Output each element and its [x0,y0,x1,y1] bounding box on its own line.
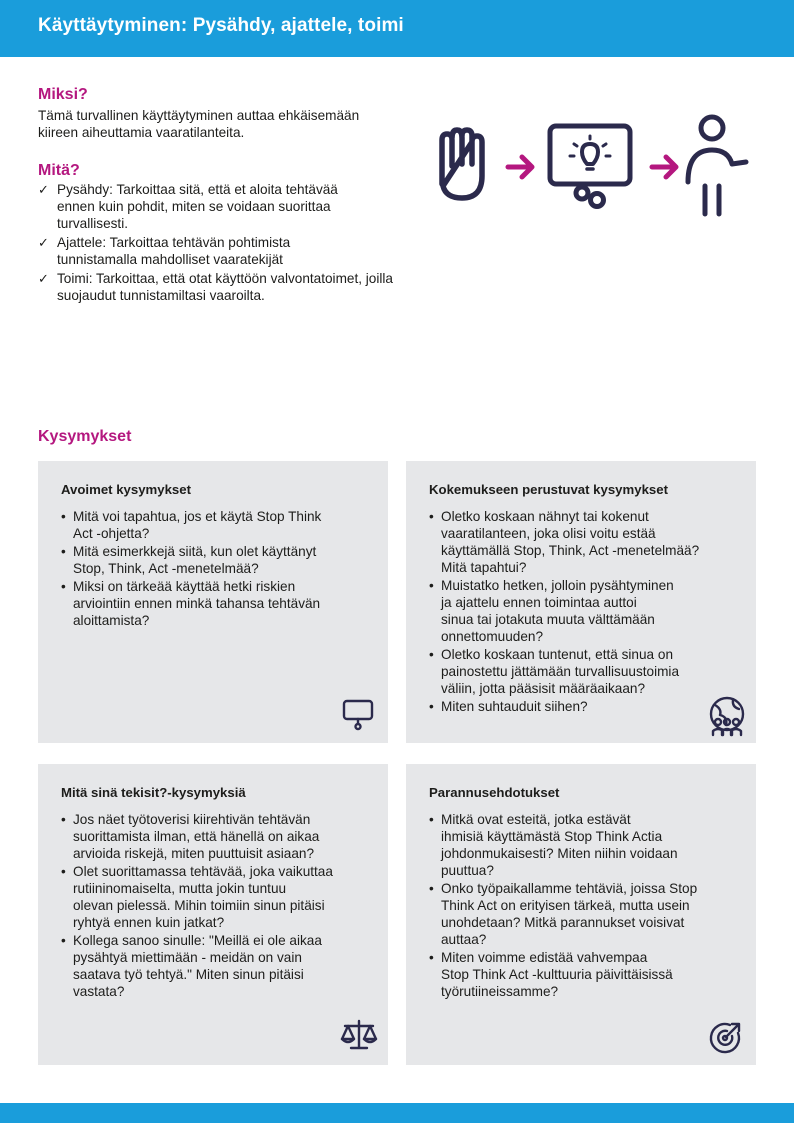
list-item: • Miten voimme edistää vahvempaa Stop Think Act -kulttuuria päivittäisissä työrutiineissamme? [429,950,673,999]
why-text-line: kiireen aiheuttamia vaaratilanteita. [38,125,245,140]
list-item: • Miksi on tärkeää käyttää hetki riskien arviointiin ennen minkä tahansa tehtävän aloittamista? [61,579,321,628]
stop-think-act-illustration [432,114,758,224]
arrow-right-icon [508,157,532,177]
checkmark-icon: ✓ [38,182,49,197]
list-item: • Onko työpaikallamme tehtäviä, joissa Stop Think Act on erityisen tärkeä, mutta usein unohdetaan? Mitkä parannukset voisivat auttaa? [429,881,698,947]
card-title: Kokemukseen perustuvat kysymykset [429,482,668,497]
questions-heading: Kysymykset [38,428,132,445]
lightbulb-thought-icon [550,126,630,207]
card-title: Parannusehdotukset [429,785,560,800]
target-icon [708,1019,746,1057]
list-item: • Muistatko hetken, jolloin pysähtyminen ja ajattelu ennen toimintaa auttoi sinua tai jotakuta muuta välttämään onnettomuuden? [429,578,674,644]
card-title: Avoimet kysymykset [61,482,191,497]
why-text [38,107,359,141]
checkmark-icon: ✓ [38,235,49,250]
checkmark-icon: ✓ [38,271,49,286]
question-card-what-would-you-do [38,764,388,1065]
arrow-right-icon [652,157,676,177]
list-item: • Kollega sanoo sinulle: "Meillä ei ole aikaa pysähtyä miettimään - meidän on vain saatava työ tehtyä." Miten sinun pitäisi vastata? [61,933,322,999]
question-list [429,811,735,1001]
list-item: • Olet suorittamassa tehtävää, joka vaikuttaa rutiininomaiselta, mutta jokin tuntuu olevan pielessä. Mihin toimiin sinun pitäisi ryhtyä ennen kuin jatkat? [61,864,333,930]
scales-icon [340,1017,378,1053]
question-list [61,508,367,630]
why-heading: Miksi? [38,86,88,103]
page-title: Käyttäytyminen: Pysähdy, ajattele, toimi [38,15,404,36]
header-bar [0,0,794,57]
list-item: • Oletko koskaan tuntenut, että sinua on painostettu jättämään turvallisuustoimia väliin, jotta pääsisit määräaikaan? [429,647,680,696]
footer-bar [0,1103,794,1123]
checklist-item: ✓ Ajattele: Tarkoittaa tehtävän pohtimista tunnistamalla mahdolliset vaaratekijät [38,235,291,267]
question-list [61,811,367,1001]
question-card-improvements [406,764,756,1065]
list-item: • Mitä voi tapahtua, jos et käytä Stop Think Act -ohjetta? [61,509,322,541]
what-heading: Mitä? [38,162,80,179]
checklist-item: ✓ Toimi: Tarkoittaa, että otat käyttöön valvontatoimet, joilla suojaudut tunnistamiltasi vaaroilta. [38,271,393,303]
checklist-item: ✓ Pysähdy: Tarkoittaa sitä, että et aloita tehtävää ennen kuin pohdit, miten se voidaan suorittaa turvallisesti. [38,182,338,231]
question-card-experience [406,461,756,743]
question-card-open [38,461,388,743]
question-list [429,508,735,716]
list-item: • Miten suhtauduit siihen? [429,699,588,714]
list-item: • Jos näet työtoverisi kiirehtivän tehtävän suorittamista ilman, että hänellä on aikaa arvioida riskejä, miten puuttuisit asiaan? [61,812,320,861]
list-item: • Mitä esimerkkejä siitä, kun olet käyttänyt Stop, Think, Act -menetelmää? [61,544,317,576]
card-title: Mitä sinä tekisit?-kysymyksiä [61,785,246,800]
list-item: • Mitkä ovat esteitä, jotka estävät ihmisiä käyttämästä Stop Think Actia johdonmukaisesti? Miten niihin voidaan puuttua? [429,812,678,878]
globe-people-icon [706,695,748,737]
speech-bubble-icon [341,697,375,731]
list-item: • Oletko koskaan nähnyt tai kokenut vaaratilanteen, joka olisi voitu estää käyttämällä Stop, Think, Act -menetelmää? Mitä tapahtui? [429,509,700,575]
why-text-line: Tämä turvallinen käyttäytyminen auttaa ehkäisemään [38,108,360,123]
what-checklist [38,181,458,306]
stop-hand-icon [442,130,482,198]
person-acting-icon [688,117,746,214]
